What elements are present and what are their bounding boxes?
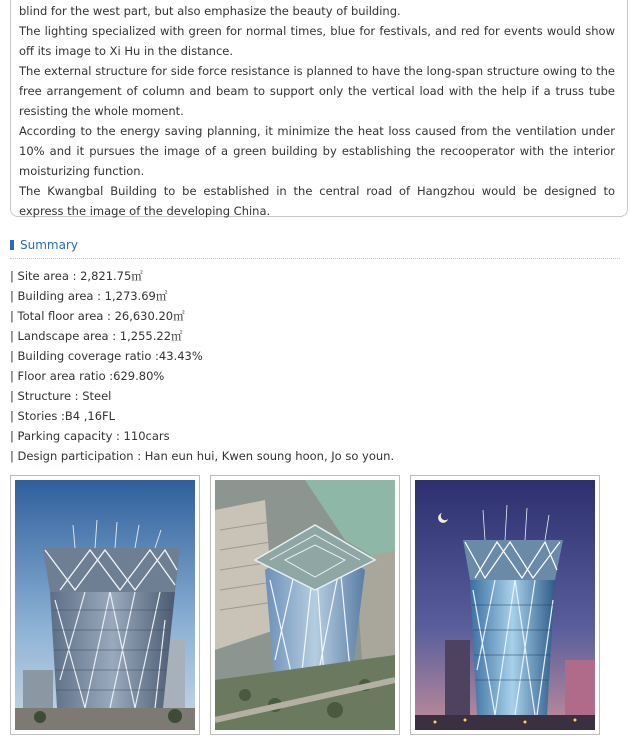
summary-bullet-icon [10, 240, 14, 250]
description-paragraph: The external structure for side force resistance is planned to have the long-span structure owing to the free arrangement of column and beam to support only the vertical load with the help if a truss tube resisting the whole moment. [19, 64, 615, 118]
thumbnail-day-view[interactable] [10, 475, 200, 735]
summary-total-floor-area: | Total floor area : 26,630.20㎡ [10, 309, 185, 323]
summary-floor-area-ratio: | Floor area ratio :629.80% [10, 369, 165, 383]
summary-heading [10, 238, 620, 259]
summary-structure: | Structure : Steel [10, 389, 112, 403]
description-paragraph: blind for the west part, but also emphasize the beauty of building. [19, 4, 401, 18]
summary-building-area: | Building area : 1,273.69㎡ [10, 289, 168, 303]
summary-site-area: | Site area : 2,821.75㎡ [10, 269, 143, 283]
building-aerial-image [215, 480, 395, 730]
summary-design-participation: | Design participation : Han eun hui, Kwen soung hoon, Jo so youn. [10, 449, 395, 463]
building-day-image [15, 480, 195, 730]
summary-title: Summary [20, 238, 78, 252]
summary-coverage-ratio: | Building coverage ratio :43.43% [10, 349, 203, 363]
thumbnail-aerial-view[interactable] [210, 475, 400, 735]
description-paragraph: The Kwangbal Building to be established in the central road of Hangzhou would be designed to express the image of the developing China. [19, 184, 615, 218]
summary-list [10, 266, 620, 466]
summary-landscape-area: | Landscape area : 1,255.22㎡ [10, 329, 183, 343]
thumbnail-night-view[interactable] [410, 475, 600, 735]
building-night-image [415, 480, 595, 730]
description-paragraph: The lighting specialized with green for normal times, blue for festivals, and red for events would show off its image to Xi Hu in the distance. [19, 24, 615, 58]
description-paragraph: According to the energy saving planning, it minimize the heat loss caused from the ventilation under 10% and it pursues the image of a green building by establishing the recooperator with the interior moisturizing function. [19, 124, 615, 178]
summary-parking: | Parking capacity : 110cars [10, 429, 170, 443]
description-box [10, 0, 628, 217]
summary-stories: | Stories :B4 ,16FL [10, 409, 116, 423]
